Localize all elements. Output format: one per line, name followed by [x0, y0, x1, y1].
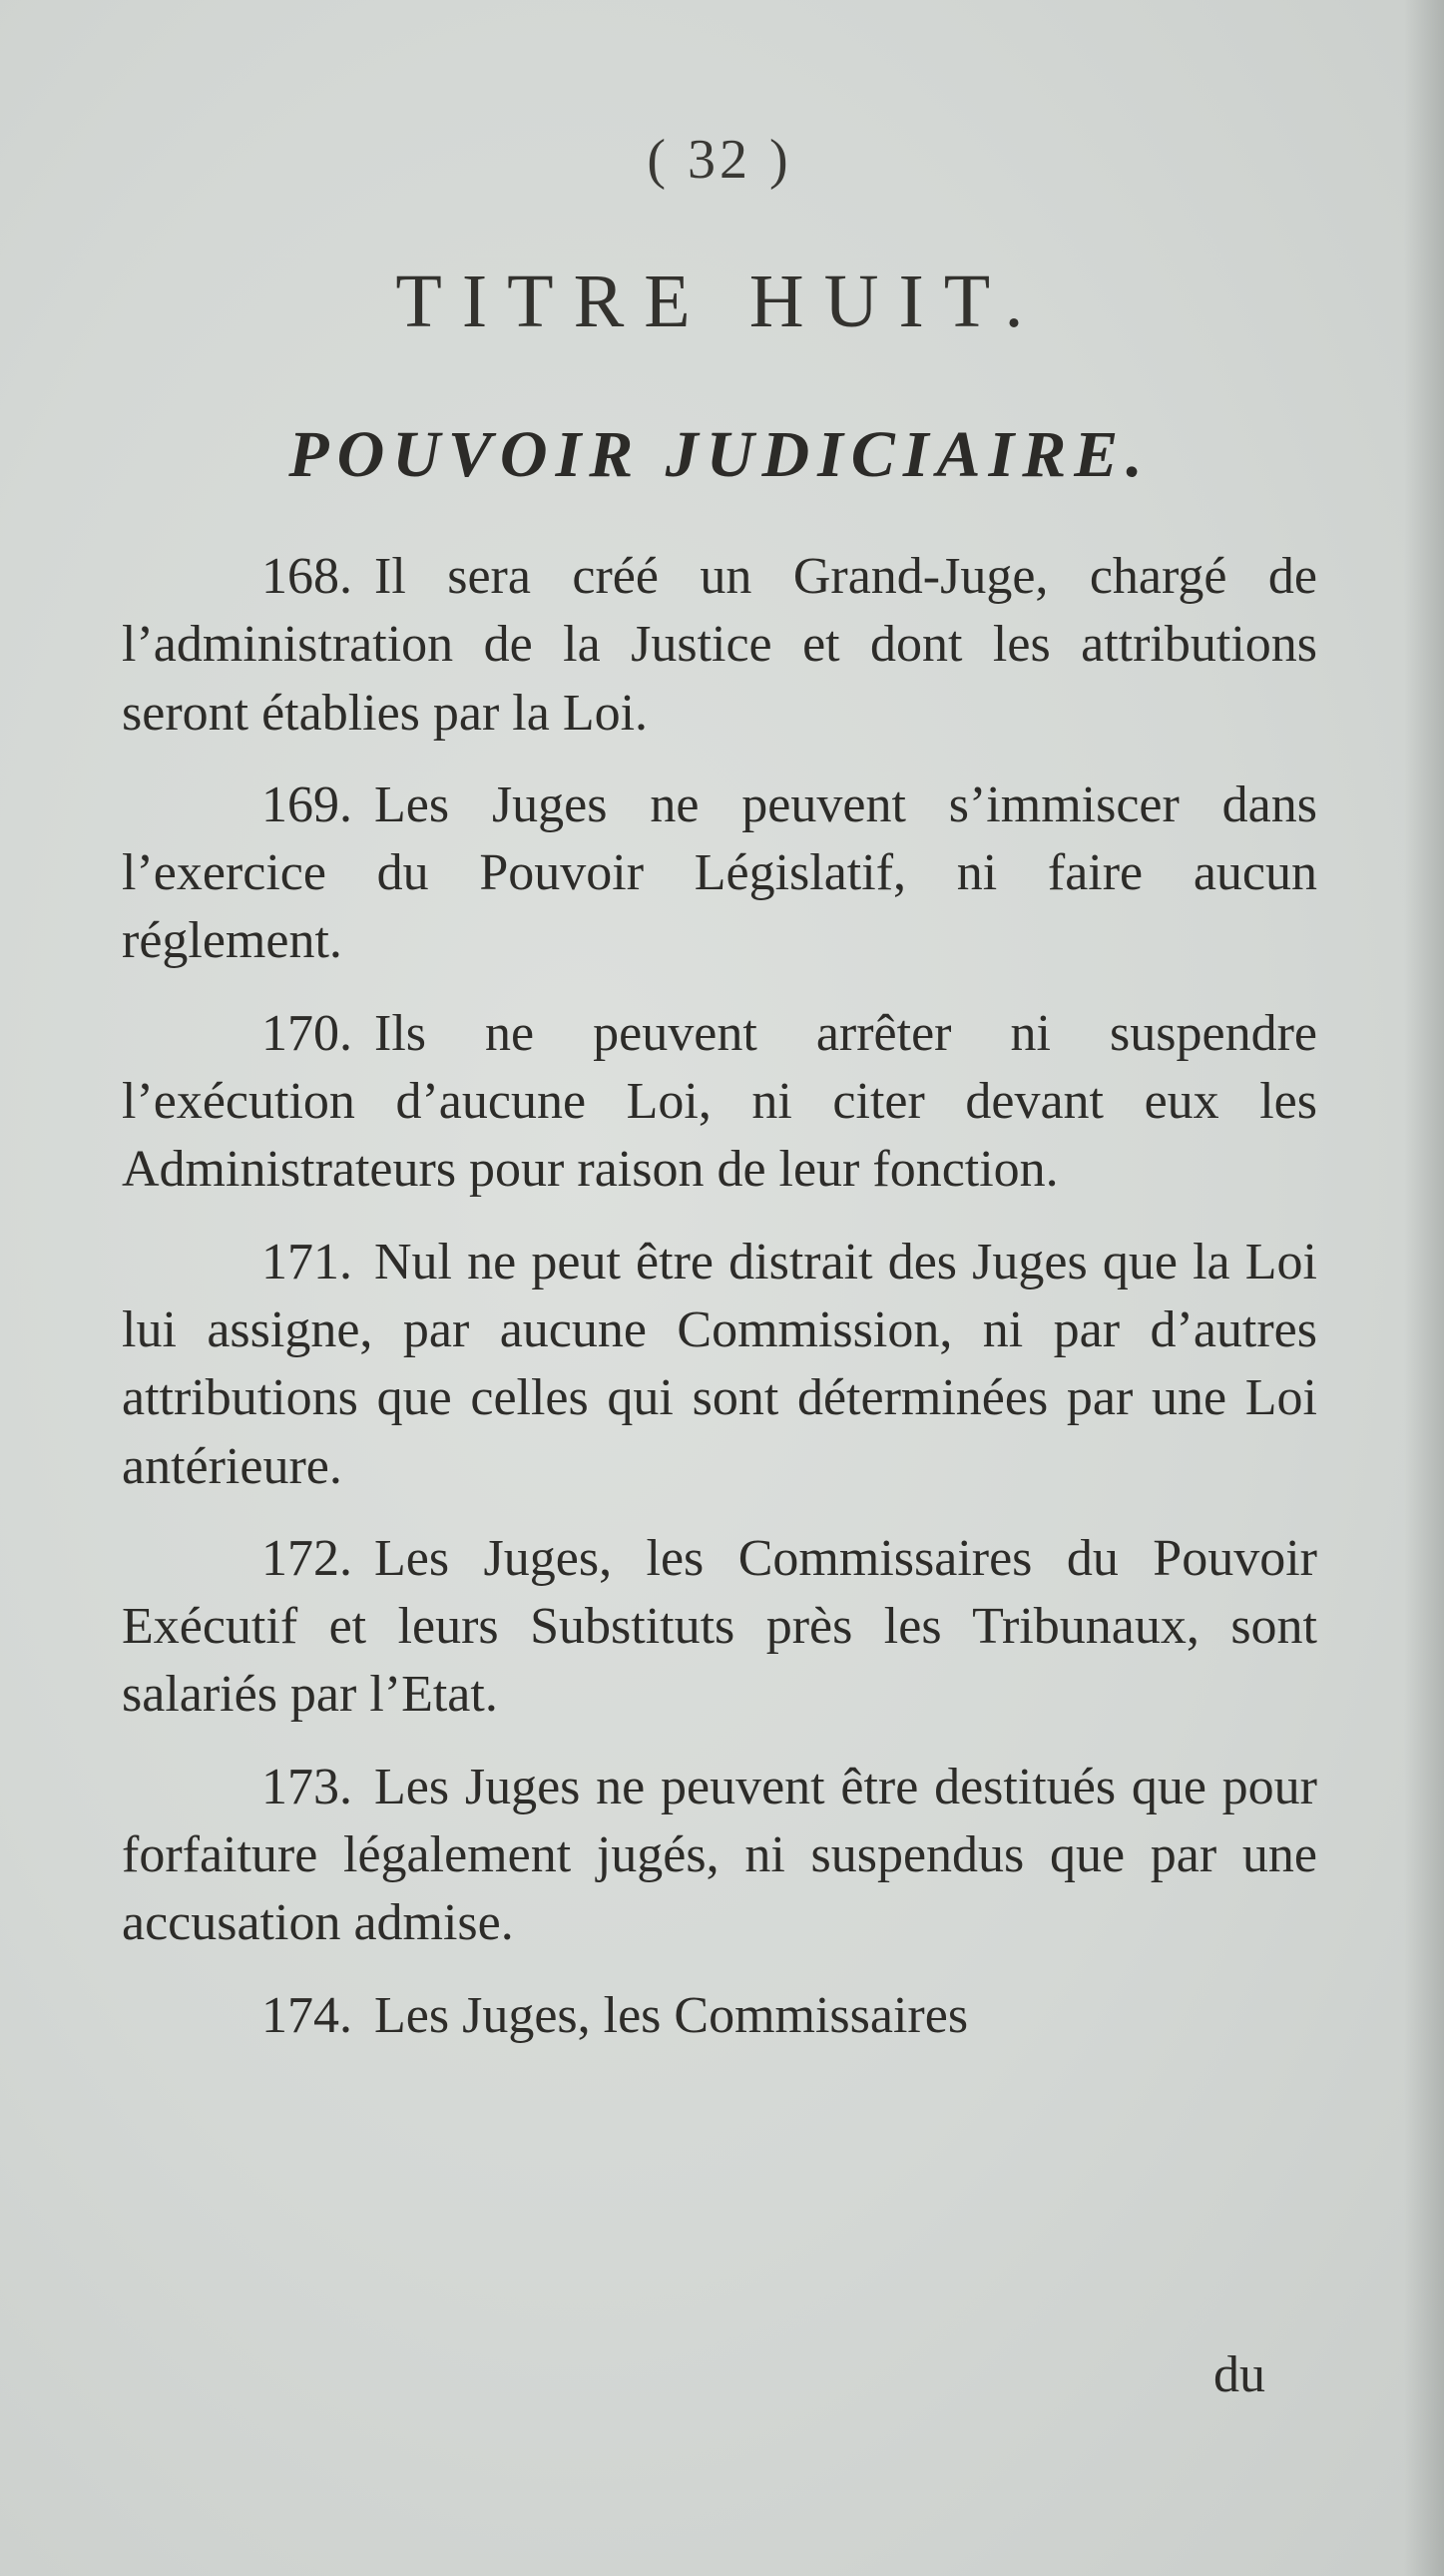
- article-number: 169.: [261, 775, 352, 833]
- article-number: 170.: [261, 1004, 352, 1062]
- article-number: 173.: [261, 1758, 352, 1815]
- article-168: [122, 543, 1317, 748]
- article-170: [122, 1000, 1317, 1205]
- article-174: [122, 1982, 1317, 2050]
- article-171: [122, 1229, 1317, 1501]
- article-173: [122, 1754, 1317, 1958]
- section-title: TITRE HUIT.: [395, 259, 1044, 343]
- article-number: 172.: [261, 1529, 352, 1587]
- page-number: ( 32 ): [647, 129, 792, 191]
- page-text: [122, 118, 1317, 2074]
- article-text: Nul ne peut être distrait des Juges que la Loi lui assigne, par aucune Commission, ni par d’autres attributions que celles qui sont déterminées par une Loi antérieure.: [122, 1233, 1317, 1495]
- article-number: 168.: [261, 548, 352, 605]
- page-edge-shadow: [1404, 0, 1444, 2576]
- article-169: [122, 772, 1317, 976]
- article-text: Les Juges, les Commissaires du Pouvoir Exécutif et leurs Substituts près les Tribunaux, sont salariés par l’Etat.: [122, 1529, 1317, 1724]
- article-number: 171.: [261, 1233, 352, 1290]
- article-text: Les Juges, les Commissaires: [374, 1986, 969, 2044]
- article-172: [122, 1525, 1317, 1730]
- article-text: Ils ne peuvent arrêter ni suspendre l’exécution d’aucune Loi, ni citer devant eux les Administrateurs pour raison de leur fonction.: [122, 1004, 1317, 1199]
- article-number: 174.: [261, 1986, 352, 2044]
- catchword: du: [1213, 2346, 1265, 2403]
- section-subtitle: POUVOIR JUDICIAIRE.: [288, 418, 1151, 491]
- article-text: Les Juges ne peuvent être destitués que pour forfaiture légalement jugés, ni suspendus que par une accusation admise.: [122, 1758, 1317, 1952]
- article-text: Il sera créé un Grand-Juge, chargé de l’administration de la Justice et dont les attributions seront établies par la Loi.: [122, 548, 1317, 742]
- article-text: Les Juges ne peuvent s’immiscer dans l’exercice du Pouvoir Législatif, ni faire aucun réglement.: [122, 775, 1317, 970]
